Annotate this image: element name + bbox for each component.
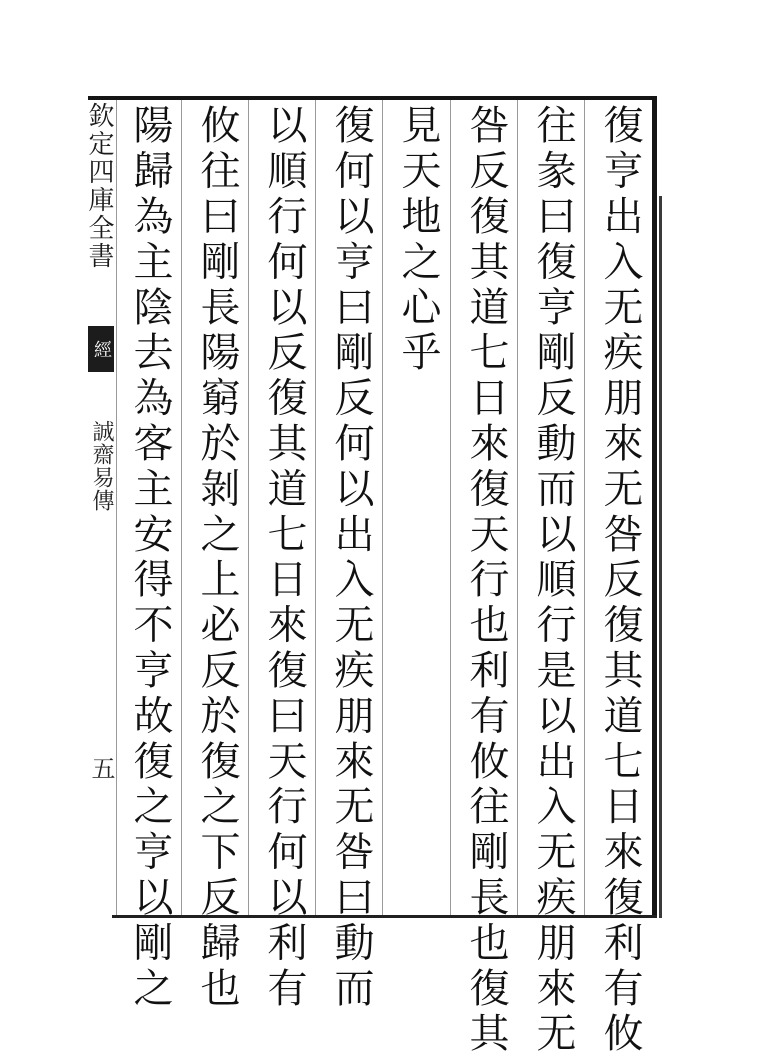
text-column-2: 往彖曰復亨剛反動而以順行是以出入无疾朋來无	[530, 104, 576, 1057]
text-column-7: 攸往曰剛長陽窮於剝之上必反於復之下反歸也	[194, 104, 240, 1012]
text-column-1: 復亨出入无疾朋來无咎反復其道七日來復利有攸	[597, 104, 643, 1057]
section-mark: 經	[88, 326, 114, 372]
frame-right-shadow	[659, 196, 662, 918]
book-title: 誠齋易傳	[89, 420, 114, 512]
frame-top-rule	[88, 96, 654, 100]
text-column-6: 以順行何以反復其道七日來復曰天行何以利有	[261, 104, 307, 1012]
text-column-8: 陽歸為主陰去為客主安得不亨故復之亨以剛之	[127, 104, 173, 1012]
text-column-3: 咎反復其道七日來復天行也利有攸往剛長也復其	[463, 104, 509, 1057]
column-divider	[116, 100, 117, 915]
text-column-5: 復何以亨曰剛反何以出入无疾朋來无咎曰動而	[328, 104, 374, 1012]
column-divider	[450, 100, 451, 915]
text-column-4: 見天地之心乎	[395, 104, 441, 377]
page-number: 五	[87, 756, 115, 780]
collection-header: 欽定四庫全書	[84, 102, 114, 270]
frame-right-rule	[652, 96, 657, 918]
